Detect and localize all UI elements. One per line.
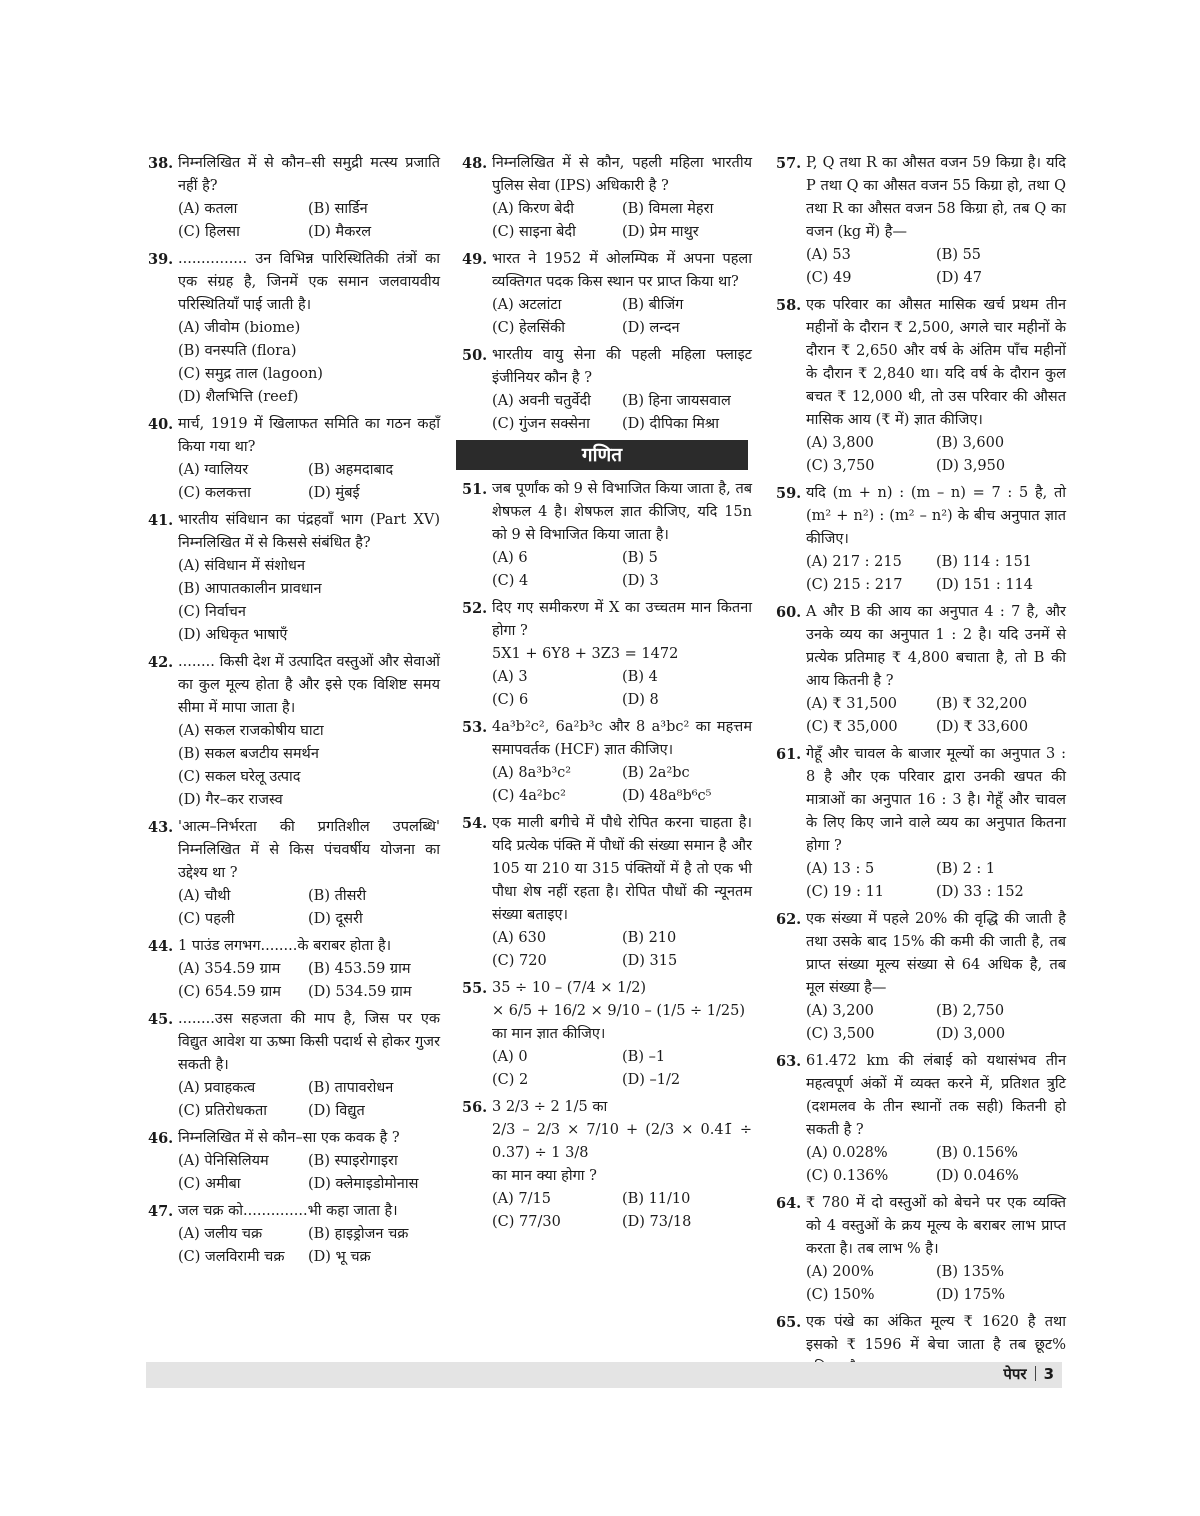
question-number: 65. bbox=[776, 1314, 802, 1331]
question-text: एक पंखे का अंकित मूल्य ₹ 1620 है तथा इसको ₹ 1596 में बेचा जाता है तब छूट% bbox=[806, 1314, 1066, 1353]
question-text: P, Q तथा R का औसत वजन 59 किग्रा है। यदि P तथा Q का औसत वजन 55 किग्रा हो, तथा Q तथा R का औसत वजन 58 किग्रा हो, तब Q का वजन (kg में) है— bbox=[806, 155, 1066, 240]
answer-option: (C) ₹ 35,000 bbox=[806, 719, 898, 735]
question bbox=[148, 1127, 440, 1196]
question bbox=[776, 1192, 1066, 1307]
question-number: 56. bbox=[462, 1099, 488, 1116]
answer-option: (A) कतला bbox=[178, 201, 238, 217]
answer-option: (A) जलीय चक्र bbox=[178, 1226, 263, 1242]
question bbox=[148, 1200, 440, 1269]
answer-option: (A) 354.59 ग्राम bbox=[178, 961, 281, 977]
answer-option: (C) निर्वाचन bbox=[178, 604, 246, 620]
answer-option: (C) गुंजन सक्सेना bbox=[492, 416, 590, 432]
question bbox=[148, 248, 440, 409]
section-heading: गणित bbox=[456, 440, 748, 470]
answer-option: (C) 19 : 11 bbox=[806, 884, 885, 900]
answer-option: (D) शैलभित्ति (reef) bbox=[178, 389, 299, 405]
question-text: भारतीय वायु सेना की पहली महिला फ्लाइट इंजीनियर कौन है ? bbox=[492, 347, 752, 386]
answer-option: (D) 534.59 ग्राम bbox=[308, 984, 412, 1000]
answer-option: (D) 73/18 bbox=[622, 1214, 692, 1230]
question-number: 54. bbox=[462, 815, 488, 832]
question-number: 42. bbox=[148, 654, 174, 671]
column-right bbox=[776, 152, 1066, 1384]
answer-option: (B) तीसरी bbox=[308, 888, 367, 904]
column-left bbox=[148, 152, 440, 1273]
question-number: 46. bbox=[148, 1130, 174, 1147]
question-number: 40. bbox=[148, 416, 174, 433]
question-number: 47. bbox=[148, 1203, 174, 1220]
question-text: जब पूर्णांक को 9 से विभाजित किया जाता है, तब शेषफल 4 है। शेषफल ज्ञात कीजिए, यदि 15n को 9 से विभाजित किया जाता है। bbox=[492, 481, 752, 543]
question-number: 57. bbox=[776, 155, 802, 172]
answer-option: (D) 48a⁸b⁶c⁵ bbox=[622, 788, 712, 804]
answer-option: (D) मैकरल bbox=[308, 224, 372, 240]
question-text: का मान ज्ञात कीजिए। bbox=[492, 1026, 606, 1042]
question-number: 61. bbox=[776, 746, 802, 763]
question-number: 39. bbox=[148, 251, 174, 268]
question-text: A और B की आय का अनुपात 4 : 7 है, और उनके व्यय का अनुपात 1 : 2 है। यदि उनमें से प्रत्येक प्रतिमाह ₹ 4,800 बचाता है, तो B की आय कितनी है ? bbox=[806, 604, 1066, 689]
answer-option: (D) 3 bbox=[622, 573, 659, 589]
answer-option: (B) 453.59 ग्राम bbox=[308, 961, 411, 977]
answer-option: (D) विद्युत bbox=[308, 1103, 365, 1119]
footer-divider bbox=[1035, 1366, 1036, 1381]
answer-option: (B) 114 : 151 bbox=[936, 554, 1033, 570]
question bbox=[148, 152, 440, 244]
answer-option: (D) गैर–कर राजस्व bbox=[178, 792, 283, 808]
answer-option: (A) 8a³b³c² bbox=[492, 765, 572, 781]
answer-option: (A) अटलांटा bbox=[492, 297, 562, 313]
answer-option: (D) 151 : 114 bbox=[936, 577, 1034, 593]
question-text: गेहूँ और चावल के बाजार मूल्यों का अनुपात 3 : 8 है और एक परिवार द्वारा उनकी खपत की मात्राओं का अनुपात 16 : 3 है। गेहूँ और चावल के लिए किए जाने वाले व्यय का अनुपात कितना होगा ? bbox=[806, 746, 1066, 854]
question bbox=[776, 294, 1066, 478]
answer-option: (C) 6 bbox=[492, 692, 529, 708]
answer-option: (A) ₹ 31,500 bbox=[806, 696, 897, 712]
answer-option: (D) 3,950 bbox=[936, 458, 1006, 474]
answer-option: (D) 175% bbox=[936, 1287, 1006, 1303]
answer-option: (B) 55 bbox=[936, 247, 982, 263]
answer-option: (A) 3 bbox=[492, 669, 528, 685]
question-number: 51. bbox=[462, 481, 488, 498]
question bbox=[776, 1050, 1066, 1188]
question-text: एक माली बगीचे में पौधे रोपित करना चाहता है। यदि प्रत्येक पंक्ति में पौधों की संख्या समान है और 105 या 210 या 315 पंक्तियों में है तो एक भी पौधा शेष नहीं रहता है। रोपित पौधों की न्यूनतम संख्या बताइए। bbox=[492, 815, 752, 923]
question-number: 64. bbox=[776, 1195, 802, 1212]
question-text: ............... उन विभिन्न पारिस्थितिकी तंत्रों का एक संग्रह है, जिनमें एक समान जलवायवीय परिस्थितियाँ पाई जाती है। bbox=[178, 251, 440, 313]
answer-option: (D) दीपिका मिश्रा bbox=[622, 416, 719, 432]
answer-option: (B) बीजिंग bbox=[622, 297, 684, 313]
question-number: 48. bbox=[462, 155, 488, 172]
answer-option: (D) 47 bbox=[936, 270, 982, 286]
question-number: 38. bbox=[148, 155, 174, 172]
answer-option: (C) 720 bbox=[492, 953, 547, 969]
answer-option: (C) 2 bbox=[492, 1072, 529, 1088]
answer-option: (D) क्लेमाइडोमोनास bbox=[308, 1176, 419, 1192]
question-number: 52. bbox=[462, 600, 488, 617]
answer-option: (D) 3,000 bbox=[936, 1026, 1006, 1042]
answer-option: (C) प्रतिरोधकता bbox=[178, 1103, 268, 1119]
question-number: 50. bbox=[462, 347, 488, 364]
answer-option: (C) 4a²bc² bbox=[492, 788, 566, 804]
answer-option: (C) 150% bbox=[806, 1287, 875, 1303]
answer-option: (A) 13 : 5 bbox=[806, 861, 875, 877]
question-text: 3 2/3 ÷ 2 1/5 का bbox=[492, 1099, 608, 1115]
answer-option: (D) ₹ 33,600 bbox=[936, 719, 1029, 735]
question-text: भारत ने 1952 में ओलम्पिक में अपना पहला व्यक्तिगत पदक किस स्थान पर प्राप्त किया था? bbox=[492, 251, 752, 290]
answer-option: (A) 630 bbox=[492, 930, 547, 946]
answer-option: (C) सकल घरेलू उत्पाद bbox=[178, 769, 301, 785]
question-text: दिए गए समीकरण में X का उच्चतम मान कितना होगा ? bbox=[492, 600, 752, 639]
answer-option: (B) वनस्पति (flora) bbox=[178, 343, 297, 359]
answer-option: (B) स्पाइरोगाइरा bbox=[308, 1153, 398, 1169]
question bbox=[776, 601, 1066, 739]
answer-option: (D) 33 : 152 bbox=[936, 884, 1024, 900]
question-text: 61.472 km की लंबाई को यथासंभव तीन महत्वपूर्ण अंकों में व्यक्त करने में, प्रतिशत त्रुटि (दशमलव के तीन स्थानों तक सही) कितनी हो सकती है ? bbox=[806, 1053, 1066, 1138]
question-number: 58. bbox=[776, 297, 802, 314]
question-number: 62. bbox=[776, 911, 802, 928]
answer-option: (B) 2,750 bbox=[936, 1003, 1005, 1019]
question-text: निम्नलिखित में से कौन, पहली महिला भारतीय पुलिस सेवा (IPS) अधिकारी है ? bbox=[492, 155, 752, 194]
answer-option: (C) पहली bbox=[178, 911, 235, 927]
answer-option: (C) 4 bbox=[492, 573, 529, 589]
answer-option: (A) किरण बेदी bbox=[492, 201, 575, 217]
answer-option: (B) तापावरोधन bbox=[308, 1080, 394, 1096]
question-number: 43. bbox=[148, 819, 174, 836]
question-text: 5X1 + 6Y8 + 3Z3 = 1472 bbox=[492, 646, 679, 662]
question bbox=[776, 482, 1066, 597]
answer-option: (C) अमीबा bbox=[178, 1176, 241, 1192]
answer-option: (D) लन्दन bbox=[622, 320, 680, 336]
answer-option: (B) ₹ 32,200 bbox=[936, 696, 1028, 712]
answer-option: (A) प्रवाहकत्व bbox=[178, 1080, 256, 1096]
question bbox=[148, 509, 440, 647]
question bbox=[148, 935, 440, 1004]
answer-option: (B) 4 bbox=[622, 669, 658, 685]
answer-option: (A) 3,200 bbox=[806, 1003, 874, 1019]
answer-option: (C) कलकत्ता bbox=[178, 485, 251, 501]
answer-option: (A) अवनी चतुर्वेदी bbox=[492, 393, 591, 409]
answer-option: (A) 3,800 bbox=[806, 435, 874, 451]
question-number: 63. bbox=[776, 1053, 802, 1070]
answer-option: (C) 3,750 bbox=[806, 458, 875, 474]
answer-option: (B) 2a²bc bbox=[622, 765, 690, 781]
question-number: 55. bbox=[462, 980, 488, 997]
answer-option: (B) –1 bbox=[622, 1049, 666, 1065]
question-number: 44. bbox=[148, 938, 174, 955]
question-text: जल चक्र को..............भी कहा जाता है। bbox=[178, 1203, 398, 1219]
question-text: 'आत्म–निर्भरता की प्रगतिशील उपलब्धि' निम्नलिखित में से किस पंचवर्षीय योजना का उद्देश्य था ? bbox=[178, 819, 440, 881]
question-text: भारतीय संविधान का पंद्रहवाँ भाग (Part XV) निम्नलिखित में से किससे संबंधित है? bbox=[178, 512, 440, 551]
answer-option: (B) आपातकालीन प्रावधान bbox=[178, 581, 322, 597]
question-number: 49. bbox=[462, 251, 488, 268]
answer-option: (D) दूसरी bbox=[308, 911, 363, 927]
question-number: 53. bbox=[462, 719, 488, 736]
answer-option: (A) जीवोम (biome) bbox=[178, 320, 301, 336]
footer-label: पेपर bbox=[1003, 1365, 1027, 1383]
answer-option: (B) 135% bbox=[936, 1264, 1005, 1280]
question-text: × 6/5 + 16/2 × 9/10 – (1/5 ÷ 1/25) bbox=[492, 1003, 745, 1019]
question bbox=[462, 597, 752, 712]
answer-option: (D) मुंबई bbox=[308, 485, 360, 501]
answer-option: (C) 654.59 ग्राम bbox=[178, 984, 281, 1000]
question-text: ........ किसी देश में उत्पादित वस्तुओं और सेवाओं का कुल मूल्य होता है और इसे एक विशिष्ट समय सीमा में मापा जाता है। bbox=[178, 654, 440, 716]
answer-option: (C) साइना बेदी bbox=[492, 224, 576, 240]
answer-option: (C) 3,500 bbox=[806, 1026, 875, 1042]
answer-option: (C) 49 bbox=[806, 270, 852, 286]
question bbox=[462, 478, 752, 593]
answer-option: (B) 2 : 1 bbox=[936, 861, 996, 877]
answer-option: (D) 315 bbox=[622, 953, 678, 969]
page-footer bbox=[146, 1362, 1062, 1388]
answer-option: (C) 77/30 bbox=[492, 1214, 561, 1230]
question-text: एक परिवार का औसत मासिक खर्च प्रथम तीन महीनों के दौरान ₹ 2,500, अगले चार महीनों के दौरान ₹ 2,650 और वर्ष के अंतिम पाँच महीनों के दौरान ₹ 2,840 था। यदि वर्ष के दौरान कुल बचत ₹ 12,000 थी, तो उस परिवार की औसत मासिक आय (₹ में) ज्ञात कीजिए। bbox=[806, 297, 1066, 428]
answer-option: (A) 217 : 215 bbox=[806, 554, 902, 570]
question-text: 35 ÷ 10 – (7/4 × 1/2) bbox=[492, 980, 647, 996]
answer-option: (A) 7/15 bbox=[492, 1191, 551, 1207]
answer-option: (B) विमला मेहरा bbox=[622, 201, 714, 217]
question bbox=[148, 816, 440, 931]
answer-option: (B) 0.156% bbox=[936, 1145, 1018, 1161]
answer-option: (C) 215 : 217 bbox=[806, 577, 903, 593]
answer-option: (D) –1/2 bbox=[622, 1072, 681, 1088]
answer-option: (A) सकल राजकोषीय घाटा bbox=[178, 723, 324, 739]
answer-option: (B) 5 bbox=[622, 550, 658, 566]
answer-option: (A) 0.028% bbox=[806, 1145, 888, 1161]
answer-option: (C) 0.136% bbox=[806, 1168, 889, 1184]
answer-option: (B) सकल बजटीय समर्थन bbox=[178, 746, 319, 762]
question bbox=[462, 716, 752, 808]
answer-option: (B) अहमदाबाद bbox=[308, 462, 394, 478]
question-text: 2/3 – 2/3 × 7/10 + (2/3 × 0.41̄ ÷ 0.37̄) ÷ 1 3/8 bbox=[492, 1122, 752, 1161]
answer-option: (C) हेलसिंकी bbox=[492, 320, 565, 336]
question bbox=[462, 152, 752, 244]
question-text: एक संख्या में पहले 20% की वृद्धि की जाती है तथा उसके बाद 15% की कमी की जाती है, तब प्राप्त संख्या मूल्य संख्या से 64 अधिक है, तब मूल संख्या है— bbox=[806, 911, 1066, 996]
question-number: 41. bbox=[148, 512, 174, 529]
question bbox=[462, 812, 752, 973]
answer-option: (B) 210 bbox=[622, 930, 677, 946]
answer-option: (B) हाइड्रोजन चक्र bbox=[308, 1226, 409, 1242]
question bbox=[776, 743, 1066, 904]
question bbox=[462, 248, 752, 340]
question-text: ₹ 780 में दो वस्तुओं को बेचने पर एक व्यक्ति को 4 वस्तुओं के क्रय मूल्य के बराबर लाभ प्राप्त करता है। तब लाभ % है। bbox=[806, 1195, 1066, 1257]
question-number: 45. bbox=[148, 1011, 174, 1028]
answer-option: (B) 3,600 bbox=[936, 435, 1005, 451]
question-text: ........उस सहजता की माप है, जिस पर एक विद्युत आवेश या ऊष्मा किसी पदार्थ से होकर गुजर सकती है। bbox=[178, 1011, 440, 1073]
column-middle bbox=[462, 152, 752, 1238]
page-number: 3 bbox=[1043, 1365, 1054, 1383]
question-text: 1 पाउंड लगभग........के बराबर होता है। bbox=[178, 938, 392, 954]
answer-option: (B) 11/10 bbox=[622, 1191, 691, 1207]
question-number: 60. bbox=[776, 604, 802, 621]
answer-option: (A) 200% bbox=[806, 1264, 874, 1280]
answer-option: (C) समुद्र ताल (lagoon) bbox=[178, 366, 323, 382]
answer-option: (D) 8 bbox=[622, 692, 659, 708]
question-number: 59. bbox=[776, 485, 802, 502]
question bbox=[462, 1096, 752, 1234]
answer-option: (C) हिलसा bbox=[178, 224, 240, 240]
answer-option: (C) जलविरामी चक्र bbox=[178, 1249, 285, 1265]
answer-option: (A) 6 bbox=[492, 550, 528, 566]
question bbox=[462, 977, 752, 1092]
question-text: यदि (m + n) : (m – n) = 7 : 5 है, तो (m² + n²) : (m² – n²) के बीच अनुपात ज्ञात कीजिए। bbox=[806, 485, 1066, 547]
answer-option: (A) चौथी bbox=[178, 888, 231, 904]
question bbox=[148, 1008, 440, 1123]
question-text: का मान क्या होगा ? bbox=[492, 1168, 597, 1184]
answer-option: (A) 0 bbox=[492, 1049, 528, 1065]
answer-option: (B) सार्डिन bbox=[308, 201, 368, 217]
question bbox=[776, 908, 1066, 1046]
answer-option: (D) प्रेम माथुर bbox=[622, 224, 699, 240]
answer-option: (D) 0.046% bbox=[936, 1168, 1019, 1184]
question bbox=[148, 651, 440, 812]
answer-option: (A) पेनिसिलियम bbox=[178, 1153, 269, 1169]
question-text: निम्नलिखित में से कौन–सा एक कवक है ? bbox=[178, 1130, 400, 1146]
answer-option: (A) संविधान में संशोधन bbox=[178, 558, 306, 574]
question bbox=[462, 344, 752, 436]
answer-option: (D) अधिकृत भाषाएँ bbox=[178, 627, 288, 643]
answer-option: (A) ग्वालियर bbox=[178, 462, 249, 478]
answer-option: (B) हिना जायसवाल bbox=[622, 393, 731, 409]
question-text: मार्च, 1919 में खिलाफत समिति का गठन कहाँ किया गया था? bbox=[178, 416, 440, 455]
question bbox=[776, 152, 1066, 290]
question bbox=[148, 413, 440, 505]
question-text: 4a³b²c², 6a²b³c और 8 a³bc² का महत्तम समापवर्तक (HCF) ज्ञात कीजिए। bbox=[492, 719, 752, 758]
answer-option: (D) भू चक्र bbox=[308, 1249, 371, 1265]
answer-option: (A) 53 bbox=[806, 247, 851, 263]
question-text: निम्नलिखित में से कौन–सी समुद्री मत्स्य प्रजाति नहीं है? bbox=[178, 155, 440, 194]
